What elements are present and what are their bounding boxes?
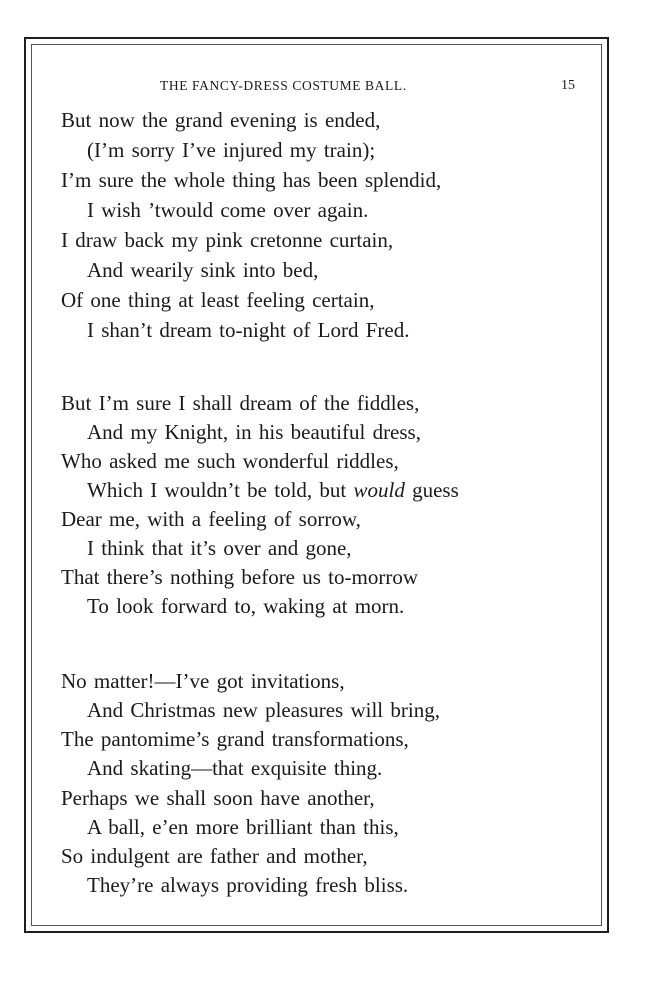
poem-line: To look forward to, waking at morn.: [87, 594, 405, 618]
poem-line: A ball, e’en more brilliant than this,: [87, 815, 399, 839]
page-number: 15: [561, 78, 575, 93]
poem-line: And wearily sink into bed,: [87, 258, 319, 282]
poem-line: I shan’t dream to-night of Lord Fred.: [87, 318, 410, 342]
poem-line: The pantomime’s grand transformations,: [61, 727, 409, 751]
line-text: Which I wouldn’t be told, but: [87, 478, 354, 502]
poem-line: Of one thing at least feeling certain,: [61, 288, 375, 312]
poem-line: I draw back my pink cretonne curtain,: [61, 228, 394, 252]
poem-line: And skating—that exquisite thing.: [87, 756, 383, 780]
poem-line: No matter!—I’ve got invitations,: [61, 669, 345, 693]
poem-line: [87, 476, 459, 505]
poem-line: Perhaps we shall soon have another,: [61, 786, 375, 810]
poem-line: I’m sure the whole thing has been splendid,: [61, 168, 442, 192]
poem-line: That there’s nothing before us to-morrow: [61, 565, 418, 589]
running-head-title: THE FANCY-DRESS COSTUME BALL.: [160, 78, 407, 93]
running-head: [0, 78, 665, 98]
poem-line: They’re always providing fresh bliss.: [87, 873, 409, 897]
poem-line: Dear me, with a feeling of sorrow,: [61, 507, 361, 531]
poem-line: And Christmas new pleasures will bring,: [87, 698, 440, 722]
poem-line: I think that it’s over and gone,: [87, 536, 352, 560]
line-text: guess: [404, 478, 459, 502]
emphasized-word: would: [353, 478, 405, 502]
poem-line: But I’m sure I shall dream of the fiddles,: [61, 391, 420, 415]
poem-line: Who asked me such wonderful riddles,: [61, 449, 399, 473]
poem-line: (I’m sorry I’ve injured my train);: [87, 138, 376, 162]
poem-line: And my Knight, in his beautiful dress,: [87, 420, 421, 444]
poem-line: I wish ’twould come over again.: [87, 198, 369, 222]
poem-line: But now the grand evening is ended,: [61, 108, 381, 132]
poem-line: So indulgent are father and mother,: [61, 844, 368, 868]
